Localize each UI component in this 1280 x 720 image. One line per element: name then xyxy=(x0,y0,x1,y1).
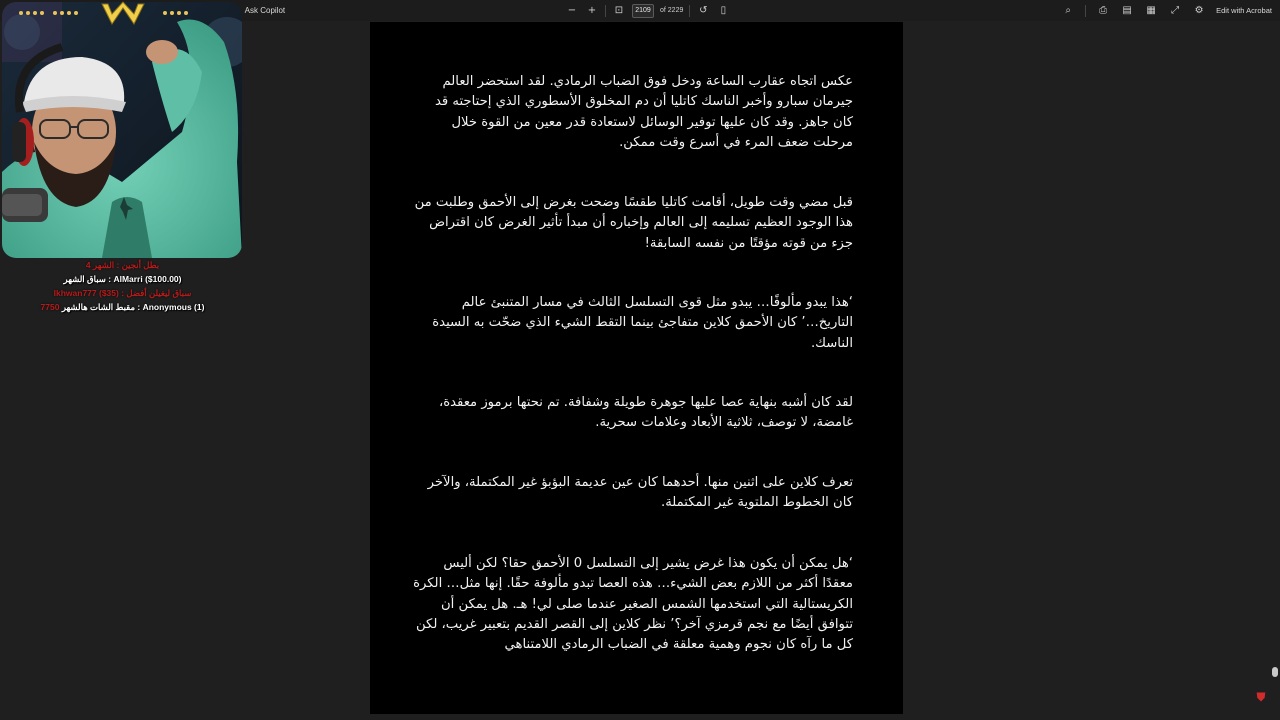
toolbar-divider xyxy=(1085,5,1086,17)
pdf-page xyxy=(370,22,903,714)
toolbar-divider xyxy=(689,5,690,17)
search-icon[interactable]: ⌕ xyxy=(1065,5,1071,16)
banner-decoration-icon xyxy=(50,6,80,20)
acrobat-icon[interactable]: ⛊ xyxy=(1256,689,1266,704)
alert-chat: مقبط الشات هالشهر : Anonymous (1) xyxy=(61,302,205,312)
vertical-scrollbar[interactable] xyxy=(1271,22,1278,712)
zoom-out-icon[interactable]: − xyxy=(567,5,577,16)
banner-decoration-icon xyxy=(16,6,46,20)
fit-page-icon[interactable]: ⊡ xyxy=(614,5,624,16)
paragraph-2: قبل مضي وقت طويل، أقامت كاتليا طقسًا وضحت بغرض إلى الأحمق وطلبت من هذا الوجود العظيم تسليمه إلى العالم وإخباره أن مبدأ تأثير الغرض كان اقتراض جزء من قوته مؤقتًا من نفسه السابقة! xyxy=(414,195,853,251)
alert-bottom: 7750 xyxy=(40,302,60,312)
print-icon[interactable]: ⎙ xyxy=(1099,5,1108,16)
alert-mid: Ikhwan777 ($35) : سباق ليغيلن أفضل xyxy=(53,288,192,298)
alert-bottom-row xyxy=(0,300,245,314)
paragraph-5: تعرف كلاين على اثنين منها. أحدهما كان عين عديمة البؤبؤ غير المكتملة، والآخر كان الخطوط الملتوية غير المكتملة. xyxy=(427,475,853,511)
crown-logo-icon xyxy=(98,0,148,28)
rotate-icon[interactable]: ↺ xyxy=(699,5,708,16)
zoom-in-icon[interactable]: + xyxy=(587,5,597,16)
scroll-thumb[interactable] xyxy=(1272,667,1278,677)
expand-icon[interactable]: ⤢ xyxy=(1171,5,1180,16)
banner-decoration-icon xyxy=(160,6,190,20)
share-icon[interactable]: ▦ xyxy=(1146,5,1156,16)
stream-alerts xyxy=(0,258,245,314)
toolbar-divider xyxy=(605,5,606,17)
edit-with-acrobat-button[interactable]: Edit with Acrobat xyxy=(1216,6,1272,15)
page-count: of 2229 xyxy=(660,7,684,14)
stream-overlay xyxy=(0,0,245,320)
page-view-icon[interactable]: ▯ xyxy=(720,5,727,16)
copilot-label[interactable]: Ask Copilot xyxy=(244,6,286,15)
settings-icon[interactable]: ⚙ xyxy=(1194,5,1204,16)
toolbar-center xyxy=(565,0,730,21)
alert-top: 4 بطل أنجين : الشهر xyxy=(85,260,160,270)
webcam-feed xyxy=(2,2,242,258)
paragraph-4: لقد كان أشبه بنهاية عصا عليها جوهرة طويلة وشفافة. تم نحتها برموز معقدة، غامضة، لا توصف، ثلاثية الأبعاد وعلامات سحرية. xyxy=(438,395,853,431)
paragraph-3: ‘هذا يبدو مألوفًا… يبدو مثل قوى التسلسل الثالث في مسار المتنبئ عالم التاريخ…’ كان الأحمق كلاين متفاجئ بينما التقط الشيء الذي ضحّت به السيدة الناسك. xyxy=(432,295,853,351)
paragraph-1: عكس اتجاه عقارب الساعة ودخل فوق الضباب الرمادي. لقد استحضر العالم جيرمان سبارو وأخبر الناسك كاتليا أن دم المخلوق الأسطوري الذي إحتاجته قد كان جاهز. وقد كان عليها توفير الوسائل لاستعادة قدر معين من القوة خلال مرحلت ضعف المرء في أسرع وقت ممكن. xyxy=(434,74,853,150)
paragraph-6: ‘هل يمكن أن يكون هذا غرض يشير إلى التسلسل 0 الأحمق حقا؟ لكن أليس معقدًا أكثر من اللازم بعض الشيء… هذه العصا تبدو مألوفة حقًا. إنها مثل… الكرة الكريستالية التي استخدمها الشمس الصغير عندما صلى لي! هـ. هل يمكن أن تتوافق أيضًا مع نجم قرمزي آخر؟’ نظر كلاين إلى القصر القديم بتعبير غريب، لكن كل ما رآه كان نجوم وهمية معلقة في الضباب الرمادي اللامتناهي xyxy=(413,556,853,653)
save-icon[interactable]: ▤ xyxy=(1122,5,1132,16)
webcam-image xyxy=(2,2,242,258)
alert-sub: سباق الشهر : AlMarri ($100.00) xyxy=(63,274,182,284)
toolbar-right xyxy=(1061,0,1272,21)
page-number-input[interactable]: 2109 xyxy=(632,4,654,18)
